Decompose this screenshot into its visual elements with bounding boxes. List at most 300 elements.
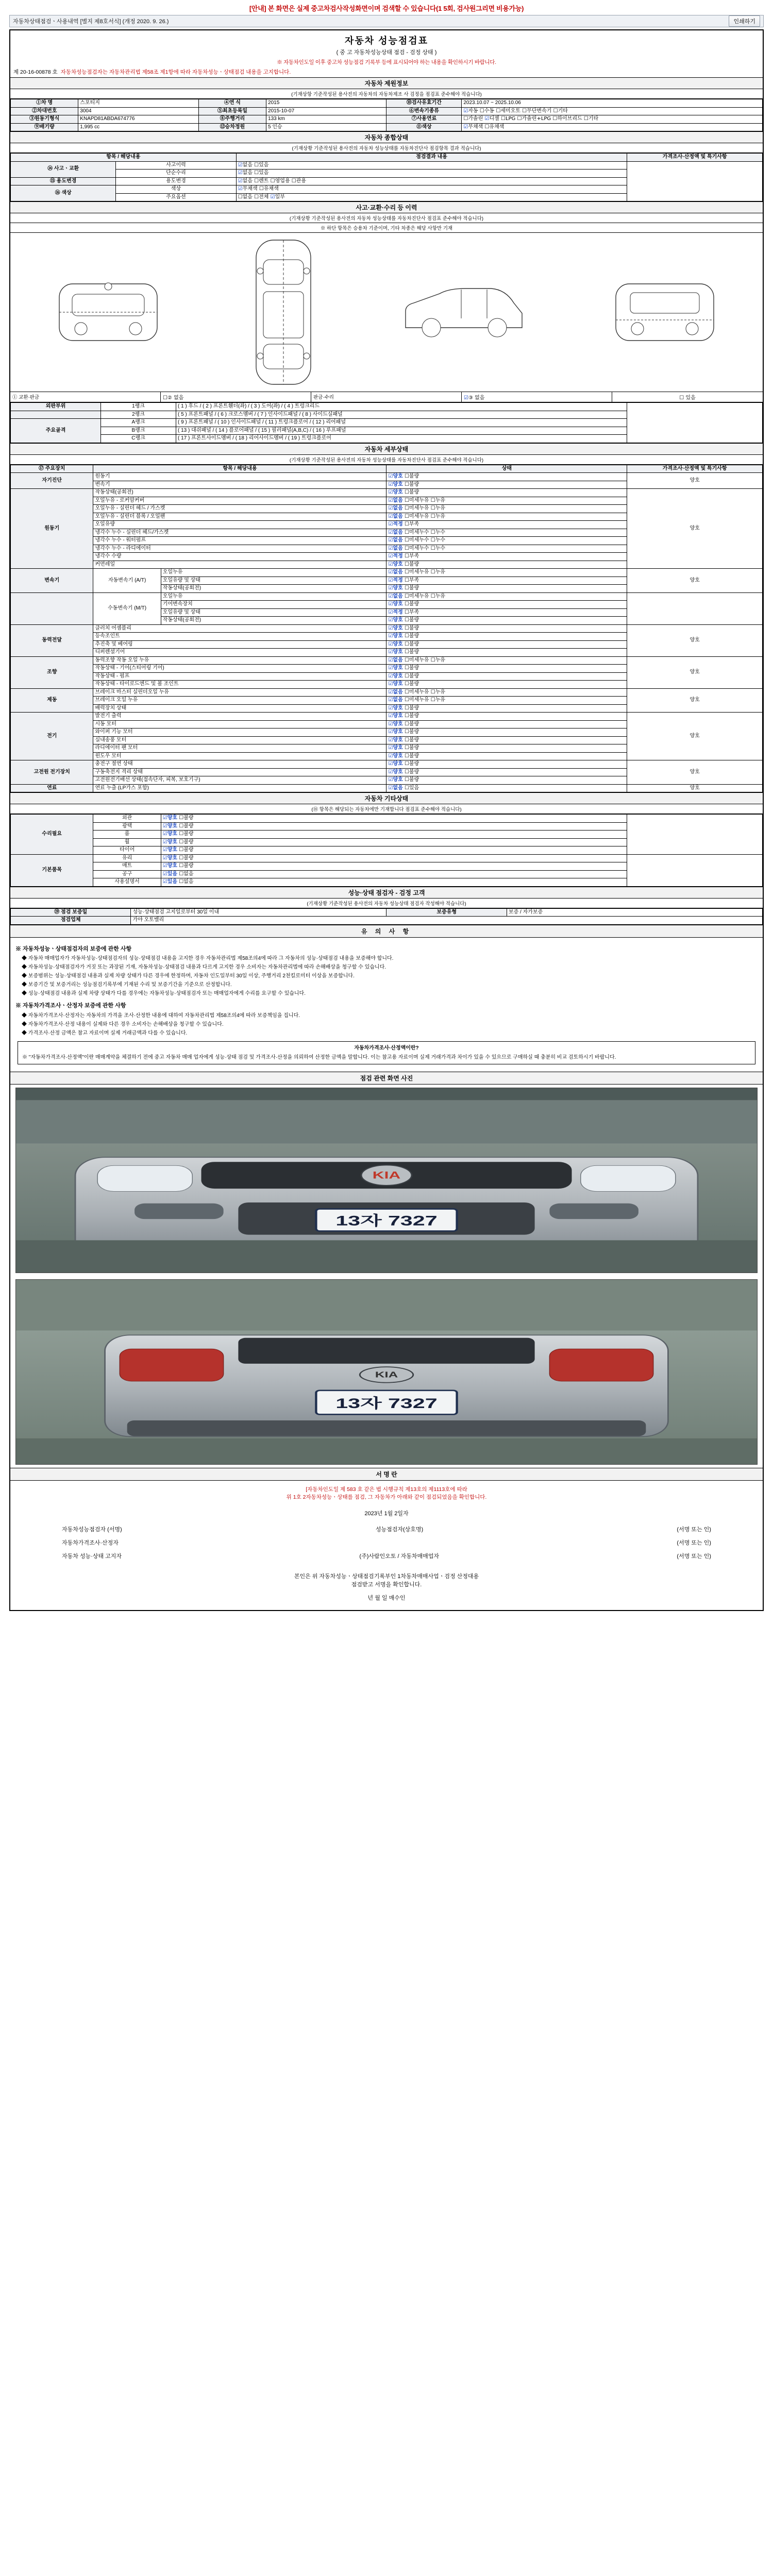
checkbox-icon[interactable]: ☐기타 <box>553 108 568 114</box>
table-row <box>11 569 763 577</box>
other-item-options[interactable] <box>161 878 627 887</box>
checkbox-checked-icon: ☑양호 <box>388 721 403 727</box>
checkbox-icon[interactable]: ☐불량 <box>404 633 419 639</box>
guide-line: ◆ 자동차가격조사·산정자는 자동차의 가격을 조사·산정한 내용에 대하여 자동차관리법 제58조의4에 따라 보증책임을 집니다. <box>22 1012 300 1019</box>
detail-item-options[interactable] <box>386 545 627 553</box>
detail-group-remark: 양호 <box>627 784 763 792</box>
detail-item-options[interactable] <box>386 656 627 665</box>
detail-item-options[interactable] <box>386 537 627 545</box>
detail-item-options[interactable] <box>386 481 627 489</box>
checkbox-checked-icon: ☑없음 <box>388 529 403 535</box>
detail-item-options[interactable] <box>386 776 627 785</box>
signature-role-1: 자동차성능점검자 (서명) <box>62 1527 122 1533</box>
guide-body <box>10 938 763 1072</box>
checkbox-icon[interactable]: ☐불량 <box>404 665 419 671</box>
form-reference-label: 자동차상태점검ㆍ사용내역 [별지 제8호서식] (개정 2020. 9. 26.) <box>13 19 169 25</box>
panel-group-label-2 <box>11 411 101 419</box>
detail-item-label: 배력장치 상태 <box>93 704 386 713</box>
section-5-title: 자동차 기타상태 <box>10 792 763 804</box>
checkbox-icon[interactable]: ☐불량 <box>179 839 194 845</box>
inspector-table <box>10 908 763 925</box>
other-group-remark <box>627 815 763 855</box>
legend-repair-options[interactable] <box>462 392 612 402</box>
detail-item-options[interactable] <box>386 577 627 585</box>
checkbox-icon[interactable]: ☐유채색 <box>484 124 505 130</box>
usage-change-label: 용도변경 <box>116 177 236 185</box>
other-item-options[interactable] <box>161 846 627 855</box>
checkbox-icon[interactable]: ☐불량 <box>404 625 419 631</box>
other-item-label: 타이어 <box>93 846 161 855</box>
detail-item-options[interactable] <box>386 784 627 792</box>
frame-rank-c: C랭크 <box>101 435 176 443</box>
detail-item-options[interactable] <box>386 505 627 513</box>
checkbox-icon[interactable]: ☐불량 <box>404 473 419 479</box>
performance-check-document <box>9 29 764 1611</box>
detail-item-options[interactable] <box>386 760 627 769</box>
checkbox-checked-icon: ☑양호 <box>388 585 403 591</box>
legend-exchange-label: ① 교환·판금 <box>10 392 161 402</box>
signature-closing <box>31 1572 742 1602</box>
checkbox-icon[interactable]: ☐있음 <box>254 170 269 176</box>
other-item-label: 광택 <box>93 822 161 831</box>
checkbox-icon[interactable]: ☐기타 <box>583 116 599 122</box>
detail-item-options[interactable] <box>386 553 627 561</box>
guide-line: ◆ 보증범위는 성능·상태점검 내용과 실제 차량 상태가 다른 경우에 한정하며, 자동차 인도일부터 30일 이상, 주행거리 2천킬로미터 이상을 보증합니다. <box>22 973 355 979</box>
legend-extra: ☐ 있음 <box>679 395 696 401</box>
table-row <box>11 107 763 115</box>
inspection-period-value: 2023.10.07 ~ 2025.10.06 <box>462 99 763 108</box>
detail-item-options[interactable] <box>386 728 627 737</box>
signature-row <box>31 1536 742 1549</box>
detail-item-label: 브레이크 오일 누유 <box>93 697 386 705</box>
table-row <box>11 688 763 697</box>
signature-closing-1: 본인은 위 자동차성능ㆍ상태점검기록부인 1차동차매매사업ㆍ검정 산정대용 <box>294 1573 479 1580</box>
checkbox-checked-icon: ☑양호 <box>388 705 403 711</box>
checkbox-icon[interactable]: ☐불량 <box>404 489 419 495</box>
signature-closing-2: 점검받고 서명을 확인합니다. <box>351 1582 422 1588</box>
checkbox-icon[interactable]: ☐불량 <box>404 729 419 735</box>
checkbox-icon[interactable]: ☐불량 <box>179 863 194 869</box>
guide-line: ◆ 자동차성능·상태점검자가 거짓 또는 과장된 기재, 자동차성능·상태점검 내용과 다르게 고지한 경우 소비자는 자동차관리법에 따라 손해배상을 청구할 수 있습니다. <box>22 964 386 970</box>
document-number-row <box>10 67 763 77</box>
front-photo-box <box>10 1084 763 1276</box>
detail-item-options[interactable] <box>386 649 627 657</box>
checkbox-icon[interactable]: ☐불량 <box>179 831 194 837</box>
detail-item-label: 원동기 <box>93 473 386 481</box>
checkbox-icon[interactable]: ☐미세누유 <box>404 593 429 599</box>
checkbox-icon[interactable]: ☐불량 <box>404 649 419 655</box>
detail-item-label: 오일누유 - 로커암커버 <box>93 497 386 505</box>
checkbox-icon[interactable]: ☐무단변속기 <box>522 108 552 114</box>
vehicle-top-diagram <box>245 235 322 389</box>
section-3-note: (기재상황 기준작성된 용사전의 자동차 성능상태를 자동차진단사 점검표 준수해야 적습니다) <box>10 213 763 223</box>
checkbox-icon[interactable]: ☐부족 <box>404 609 419 615</box>
document-number-note: 자동차성능점검자는 자동차관리법 제58조 제1항에 따라 자동차성능ㆍ상태점검 내용을 고지합니다. <box>60 69 291 75</box>
checkbox-checked-icon: ☑없음 <box>388 497 403 503</box>
other-item-label: 룸 <box>93 831 161 839</box>
detail-item-options[interactable] <box>386 768 627 776</box>
detail-item-label: 라디에이터 팬 모터 <box>93 744 386 753</box>
checkbox-icon[interactable]: ☐불량 <box>404 777 419 783</box>
detail-item-label: 커먼레일 <box>93 561 386 569</box>
checkbox-checked-icon: ☑ <box>238 178 243 184</box>
checkbox-icon[interactable]: ☐유채색 <box>259 186 279 192</box>
detail-group-remark: 양호 <box>627 688 763 713</box>
checkbox-checked-icon: ☑양호 <box>388 665 403 671</box>
frame-rank-a: A랭크 <box>101 419 176 427</box>
table-row <box>11 123 763 131</box>
checkbox-icon[interactable]: ☐누유 <box>430 657 446 663</box>
checkbox-icon[interactable]: ☐불량 <box>404 705 419 711</box>
checkbox-icon[interactable]: ☐불량 <box>404 673 419 679</box>
other-item-options[interactable] <box>161 822 627 831</box>
transmission-options[interactable] <box>462 107 763 115</box>
detail-item-options[interactable] <box>386 592 627 601</box>
detail-group-label: 고전원 전기장치 <box>11 760 93 785</box>
detail-item-label: 시동 모터 <box>93 720 386 728</box>
table-row <box>11 908 763 917</box>
detail-group-label: 연료 <box>11 784 93 792</box>
other-item-options[interactable] <box>161 815 627 823</box>
guide-title: 유 의 사 항 <box>10 925 763 938</box>
fuel-options[interactable] <box>462 115 763 124</box>
checkbox-icon[interactable]: ☐ <box>163 395 167 401</box>
checkbox-icon[interactable]: ☐불량 <box>404 721 419 727</box>
checkbox-icon[interactable]: ☐영업용 <box>270 178 290 184</box>
warranty-period-value: 성능·상태점검 고지일로부터 30일 이내 <box>131 908 386 917</box>
detail-group-remark: 양호 <box>627 489 763 569</box>
vehicle-front-diagram <box>49 271 167 353</box>
detail-item-options[interactable] <box>386 521 627 529</box>
detail-item-options[interactable] <box>386 608 627 617</box>
detail-item-label: 냉각수 수량 <box>93 553 386 561</box>
accident-history-label: 사고이력 <box>116 161 236 170</box>
main-options-options[interactable] <box>236 193 627 201</box>
signature-date: 2023년 1월 2일자 <box>364 1511 409 1517</box>
other-group-label: 기본품목 <box>11 854 93 886</box>
car-name-value: 스포티지 <box>78 99 198 108</box>
checkbox-icon[interactable]: ☐미세누수 <box>404 529 429 535</box>
checkbox-icon[interactable]: ☐불량 <box>404 737 419 743</box>
detail-item-options[interactable] <box>386 672 627 681</box>
vin-label: ②차대번호 <box>11 107 78 115</box>
checkbox-icon[interactable]: ☐불량 <box>404 713 419 719</box>
detail-item-options[interactable] <box>386 601 627 609</box>
checkbox-icon[interactable]: ☐미세누유 <box>404 505 429 511</box>
table-row <box>11 784 763 792</box>
detail-item-label: 오일누유 <box>161 592 386 601</box>
overall-remark <box>627 161 763 201</box>
other-item-options[interactable] <box>161 838 627 846</box>
detail-item-options[interactable] <box>386 736 627 744</box>
checkbox-icon[interactable]: ☐누유 <box>430 569 446 575</box>
detail-item-label: 고전원전기배선 상태(접속단자, 피복, 보호기구) <box>93 776 386 785</box>
detail-item-options[interactable] <box>386 585 627 593</box>
checkbox-checked-icon: ☑양호 <box>388 641 403 647</box>
checkbox-checked-icon: ☑양호 <box>388 473 403 479</box>
other-item-options[interactable] <box>161 831 627 839</box>
detail-item-label: 추진축 및 베어링 <box>93 640 386 649</box>
detail-col-item: 항목 / 해당내용 <box>93 465 386 473</box>
photo-section <box>10 1072 763 1468</box>
structure-history-table <box>10 402 763 443</box>
signature-seal-3[interactable]: (서명 또는 인) <box>677 1553 711 1560</box>
warranty-period-label: ⑲ 점검 보증일 <box>11 908 131 917</box>
detail-item-options[interactable] <box>386 529 627 537</box>
checkbox-icon[interactable]: ☐불량 <box>179 855 194 861</box>
detail-item-options[interactable] <box>386 513 627 521</box>
checkbox-checked-icon: ☑양호 <box>388 761 403 767</box>
checkbox-icon[interactable]: ☐불량 <box>404 585 419 591</box>
detail-item-label: 작동상태(공회전) <box>93 489 386 497</box>
signature-note-1: [자동차인도일 제 583 호 같은 법 시행규칙 제13호의 제1113호에 따라 <box>306 1486 467 1493</box>
checkbox-icon[interactable]: ☐누유 <box>430 593 446 599</box>
checkbox-checked-icon: ☑양호 <box>388 713 403 719</box>
checkbox-icon[interactable]: ☐불량 <box>404 601 419 607</box>
checkbox-icon[interactable]: ☐없음 <box>179 879 194 885</box>
checkbox-icon[interactable]: ☐불량 <box>179 815 194 821</box>
engine-type-value: KNAPD81ABDA674776 <box>78 115 198 124</box>
legend-repair-label: 판금·수리 <box>311 392 462 402</box>
rear-photo-box <box>10 1276 763 1468</box>
checkbox-checked-icon: ☑없음 <box>388 505 403 511</box>
accident-group-label: ⑭ 사고ㆍ교환 <box>11 161 116 177</box>
detail-item-options[interactable] <box>386 665 627 673</box>
checkbox-checked-icon: ☑ <box>463 108 468 114</box>
svg-text:KIA: KIA <box>372 1168 401 1181</box>
checkbox-checked-icon: ☑없음 <box>388 689 403 695</box>
detail-item-options[interactable] <box>386 473 627 481</box>
legend-exchange-options[interactable] <box>161 392 311 402</box>
checkbox-icon[interactable]: ☐전체 <box>254 194 269 200</box>
checkbox-icon[interactable]: ☐미세누수 <box>404 537 429 543</box>
checkbox-icon[interactable]: ☐없음 <box>238 194 253 200</box>
detail-item-options[interactable] <box>386 720 627 728</box>
legend-none-2: ③ 없음 <box>468 395 485 401</box>
print-button[interactable]: 인쇄하기 <box>729 15 760 27</box>
panel-items-2: ( 5 ) 프론트패널 / ( 6 ) 크로스멤버 / ( 7 ) 인사이드패널 / ( 8 ) 사이드실패널 <box>176 411 627 419</box>
checkbox-checked-icon: ☑양호 <box>388 617 403 623</box>
header-warning: ※ 자동차인도일 이후 중고차 성능점검 기록부 등에 표시되어야 하는 내용을 확인하시기 바랍니다. <box>277 59 496 65</box>
signature-seal-2[interactable]: (서명 또는 인) <box>677 1540 711 1546</box>
vehicle-rear-diagram <box>606 271 724 353</box>
checkbox-checked-icon: ☑양호 <box>388 625 403 631</box>
other-status-table <box>10 814 763 887</box>
detail-item-label: 동력조향 작동 오일 누유 <box>93 656 386 665</box>
document-number: 제 20-16-00878 호 <box>13 69 58 75</box>
table-row <box>11 489 763 497</box>
toolbar-buttons <box>729 15 760 27</box>
seats-label: ⑫승차정원 <box>198 123 266 131</box>
detail-group-remark: 양호 <box>627 713 763 760</box>
detail-item-label: 작동상태(공회전) <box>161 585 386 593</box>
svg-text:KIA: KIA <box>375 1369 398 1379</box>
detail-group-remark: 양호 <box>627 656 763 688</box>
signature-name-3: (주)사람인오토 / 자동차매매업자 <box>359 1553 440 1560</box>
checkbox-checked-icon: ☑없음 <box>388 545 403 551</box>
checkbox-icon[interactable]: ☐가솔린+LPG <box>517 116 551 122</box>
checkbox-icon[interactable]: ☐미세누유 <box>404 569 429 575</box>
detail-item-options[interactable] <box>386 617 627 625</box>
detail-item-options[interactable] <box>386 697 627 705</box>
checkbox-icon[interactable]: ☐누유 <box>430 505 446 511</box>
checkbox-icon[interactable]: ☐누수 <box>430 545 446 551</box>
detail-item-options[interactable] <box>386 744 627 753</box>
checkbox-icon[interactable]: ☐누수 <box>430 529 446 535</box>
detail-item-options[interactable] <box>386 752 627 760</box>
section-6-note: (기재상황 기준작성된 용사전의 자동차 성능상태 점검자 작성해야 적습니다) <box>10 899 763 908</box>
displacement-value: 1,995 cc <box>78 123 198 131</box>
detail-item-options[interactable] <box>386 561 627 569</box>
checkbox-icon[interactable]: ☐불량 <box>404 481 419 487</box>
checkbox-icon[interactable]: ☐없음 <box>179 871 194 877</box>
checkbox-icon[interactable]: ☐미세누유 <box>404 513 429 519</box>
detail-item-label: 작동상태(공회전) <box>161 617 386 625</box>
checkbox-icon[interactable]: ☐불량 <box>404 617 419 623</box>
color-status-label: 색상 <box>116 185 236 194</box>
simple-repair-options[interactable] <box>236 170 627 178</box>
main-options-selected: 일부 <box>275 194 285 200</box>
checkbox-checked-icon: ☑양호 <box>388 633 403 639</box>
other-item-options[interactable] <box>161 870 627 878</box>
checkbox-checked-icon: ☑없음 <box>388 593 403 599</box>
detail-item-options[interactable] <box>386 640 627 649</box>
checkbox-icon[interactable]: ☐미세누유 <box>404 657 429 663</box>
engine-type-label: ③원동기형식 <box>11 115 78 124</box>
detail-item-label: 작동상태 - 타이로드엔드 및 볼 조인트 <box>93 681 386 689</box>
guide-line: ◆ 자동차가격조사·산정 내용이 실제와 다른 경우 소비자는 손해배상을 청구할 수 있습니다. <box>22 1021 224 1027</box>
detail-item-label: 브레이크 마스터 실린더오일 누유 <box>93 688 386 697</box>
signature-seal-1[interactable]: (서명 또는 인) <box>677 1527 711 1533</box>
warranty-type-label: 보증유형 <box>386 908 507 917</box>
checkbox-icon[interactable]: ☐불량 <box>404 641 419 647</box>
detail-item-options[interactable] <box>386 489 627 497</box>
checkbox-icon[interactable]: ☐불량 <box>404 769 419 775</box>
usage-change-options[interactable] <box>236 177 627 185</box>
legend-none-1: ② 없음 <box>167 395 184 401</box>
print-toolbar <box>9 15 764 27</box>
checkbox-icon[interactable]: ☐하이브리드 <box>552 116 582 122</box>
checkbox-icon[interactable]: ☐부족 <box>404 553 419 559</box>
detail-item-options[interactable] <box>386 681 627 689</box>
checkbox-icon[interactable]: ☐누수 <box>430 537 446 543</box>
year-label: ④연 식 <box>198 99 266 108</box>
checkbox-icon[interactable]: ☐있음 <box>254 162 269 168</box>
detail-group-label: 전기 <box>11 713 93 760</box>
detail-item-options[interactable] <box>386 713 627 721</box>
checkbox-icon[interactable]: ☐미세누유 <box>404 497 429 503</box>
checkbox-checked-icon: ☑양호 <box>388 649 403 655</box>
checkbox-checked-icon: ☑ <box>484 116 490 122</box>
other-item-label: 외관 <box>93 815 161 823</box>
page-subtitle: ( 중 고 자동차성능상태 점검 - 검정 상태 ) <box>336 49 437 56</box>
checkbox-icon[interactable]: ☐부족 <box>404 577 419 583</box>
checkbox-icon[interactable]: ☐누유 <box>430 513 446 519</box>
signature-name-1: 성능점검자(상호명) <box>375 1527 424 1533</box>
checkbox-icon[interactable]: ☐세미오토 <box>496 108 520 114</box>
detail-group-remark: 양호 <box>627 473 763 489</box>
checkbox-icon[interactable]: ☐불량 <box>179 847 194 853</box>
table-row <box>11 713 763 721</box>
section-2-note: (기재상황 기준작성된 용사전의 자동차 성능상태를 자동차진단사 점검항목 결과 적습니다) <box>10 143 763 153</box>
detail-item-label: 변속기 <box>93 481 386 489</box>
checkbox-icon[interactable]: ☐누유 <box>430 697 446 703</box>
checkbox-icon[interactable]: ☐렌트 <box>254 178 269 184</box>
checkbox-icon[interactable]: ☐불량 <box>404 745 419 751</box>
detail-item-options[interactable] <box>386 569 627 577</box>
inspection-period-label: ⑩검사유효기간 <box>386 99 462 108</box>
guide-line: ◆ 가격조사·산정 금액은 참고 자료이며 실제 거래금액과 다를 수 있습니다. <box>22 1030 188 1036</box>
checkbox-icon[interactable]: ☐불량 <box>179 823 194 829</box>
color-status-options[interactable] <box>236 185 627 194</box>
detail-item-options[interactable] <box>386 497 627 505</box>
fuel-selected: 디젤 <box>489 116 499 122</box>
detail-item-options[interactable] <box>386 704 627 713</box>
detail-item-options[interactable] <box>386 688 627 697</box>
other-item-label: 사용설명서 <box>93 878 161 887</box>
checkbox-icon[interactable]: ☐미세누유 <box>404 689 429 695</box>
checkbox-icon[interactable]: ☐불량 <box>404 561 419 567</box>
checkbox-checked-icon: ☑없음 <box>388 513 403 519</box>
detail-item-options[interactable] <box>386 624 627 633</box>
checkbox-icon[interactable]: ☐누유 <box>430 689 446 695</box>
detail-item-options[interactable] <box>386 633 627 641</box>
table-row <box>11 592 763 601</box>
checkbox-checked-icon: ☑적정 <box>388 521 403 527</box>
checkbox-icon[interactable]: ☐불량 <box>404 753 419 759</box>
color-selected: 무채색 <box>468 124 483 130</box>
inspection-company-label: 점검업체 <box>11 917 131 925</box>
accident-history-options[interactable] <box>236 161 627 170</box>
diagram-legend <box>10 392 763 402</box>
front-photo <box>15 1088 758 1273</box>
checkbox-icon[interactable]: ☐수동 <box>479 108 495 114</box>
section-4-note: (기재상황 기준작성된 용사전의 자동차 성능상태를 자동차진단사 점검표 준수해야 적습니다) <box>10 455 763 465</box>
signature-role-2: 자동차가격조사·산정자 <box>62 1540 119 1546</box>
signature-closing-3: 년 월 일 매수인 <box>367 1595 406 1601</box>
detail-item-label: 냉각수 누수 - 실린더 헤드/가스켓 <box>93 529 386 537</box>
checkbox-icon[interactable]: ☐있음 <box>404 785 419 791</box>
checkbox-icon[interactable]: ☐누유 <box>430 497 446 503</box>
vehicle-side-diagram <box>399 271 528 353</box>
checkbox-icon[interactable]: ☐불량 <box>404 681 419 687</box>
detail-item-label: 오일유량 및 상태 <box>161 577 386 585</box>
checkbox-checked-icon: ☑양호 <box>388 681 403 687</box>
detail-group-label: 조향 <box>11 656 93 688</box>
frame-group-label: 주요골격 <box>11 419 101 443</box>
detail-group-remark: 양호 <box>627 760 763 785</box>
other-item-options[interactable] <box>161 862 627 871</box>
checkbox-icon[interactable]: ☐LPG <box>500 116 516 122</box>
checkbox-icon[interactable]: ☐관용 <box>291 178 307 184</box>
vehicle-diagram-area <box>10 233 763 392</box>
table-row <box>11 161 763 170</box>
color-options[interactable] <box>462 123 763 131</box>
checkbox-checked-icon: ☑양호 <box>162 831 178 837</box>
photo-section-title: 점검 관련 화면 사진 <box>10 1072 763 1084</box>
checkbox-icon[interactable]: ☐미세누유 <box>404 697 429 703</box>
signature-row <box>31 1549 742 1563</box>
first-registration-value: 2015-10-07 <box>266 107 386 115</box>
checkbox-icon[interactable]: ☐가솔린 <box>463 116 483 122</box>
checkbox-icon[interactable]: ☐불량 <box>404 761 419 767</box>
section-1-note: (기재상항 기준작성된 용사전의 자동차의 자동차제조 사 검정을 점검표 준수해야 적습니다) <box>10 89 763 99</box>
checkbox-icon[interactable]: ☐부족 <box>404 521 419 527</box>
checkbox-checked-icon: ☑양호 <box>388 601 403 607</box>
checkbox-checked-icon: ☑ <box>238 162 243 168</box>
other-item-options[interactable] <box>161 854 627 862</box>
checkbox-icon[interactable]: ☐미세누수 <box>404 545 429 551</box>
